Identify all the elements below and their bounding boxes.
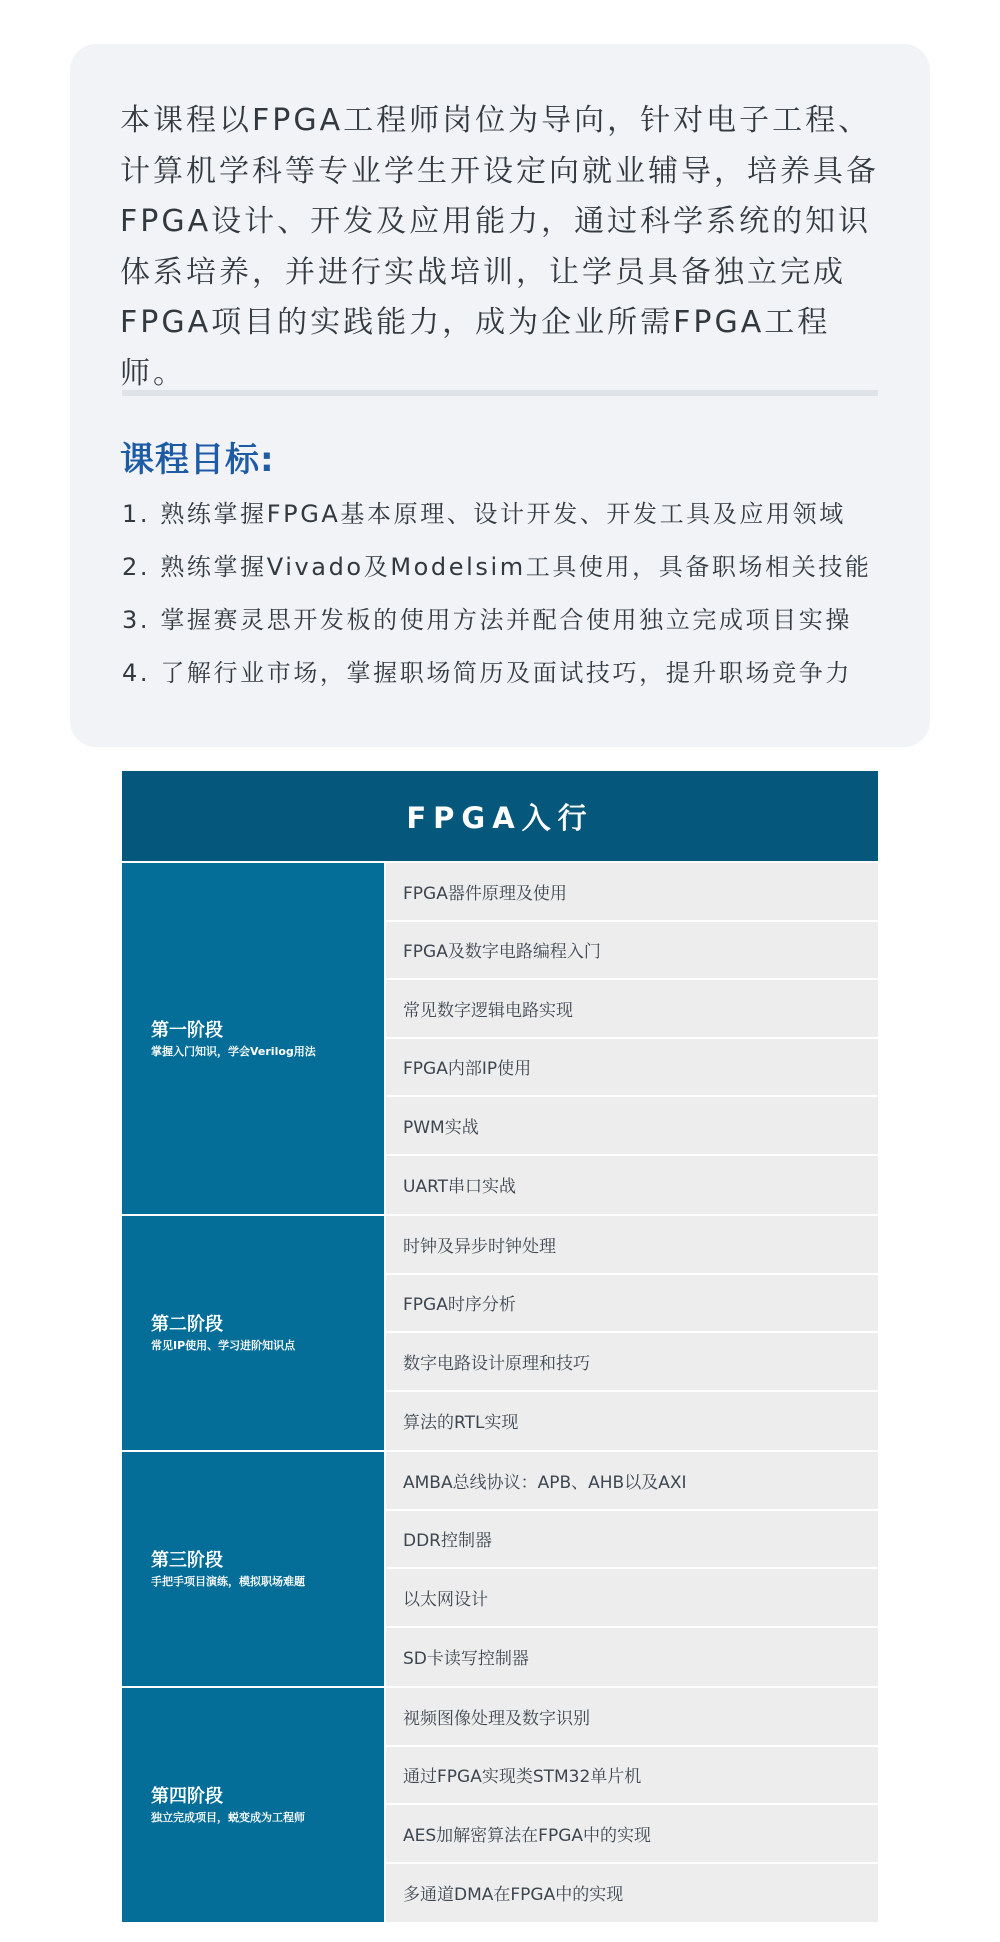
course-item: 常见数字逻辑电路实现	[386, 980, 878, 1039]
stage-1	[122, 863, 878, 1216]
stage-label	[122, 863, 386, 1214]
stage-description: 常见IP使用、学习进阶知识点	[151, 1339, 296, 1352]
course-item: 时钟及异步时钟处理	[386, 1216, 878, 1275]
stage-4	[122, 1688, 878, 1924]
stage-description: 独立完成项目，蜕变成为工程师	[151, 1811, 305, 1824]
goal-item: 1. 熟练掌握FPGA基本原理、设计开发、开发工具及应用领域	[122, 500, 846, 528]
course-item: SD卡读写控制器	[386, 1628, 878, 1687]
stage-label	[122, 1688, 386, 1922]
course-item: 算法的RTL实现	[386, 1392, 878, 1451]
stage-label	[122, 1452, 386, 1686]
course-item: FPGA时序分析	[386, 1275, 878, 1334]
table-title: FPGA入行	[406, 800, 594, 835]
stage-3	[122, 1452, 878, 1688]
course-item: FPGA内部IP使用	[386, 1039, 878, 1098]
course-item: UART串口实战	[386, 1156, 878, 1215]
course-item: AMBA总线协议：APB、AHB以及AXI	[386, 1452, 878, 1511]
course-item: 多通道DMA在FPGA中的实现	[386, 1864, 878, 1923]
stage-items	[386, 1452, 878, 1686]
stage-name: 第二阶段	[151, 1314, 223, 1335]
stage-name: 第一阶段	[151, 1019, 223, 1041]
course-item: DDR控制器	[386, 1511, 878, 1570]
stage-items	[386, 1688, 878, 1922]
course-item: 以太网设计	[386, 1569, 878, 1628]
stage-description: 掌握入门知识，学会Verilog用法	[151, 1044, 316, 1058]
goals-list	[122, 492, 902, 704]
stage-2	[122, 1216, 878, 1452]
stage-items	[386, 863, 878, 1214]
course-item: 数字电路设计原理和技巧	[386, 1333, 878, 1392]
goal-item: 3. 掌握赛灵思开发板的使用方法并配合使用独立完成项目实操	[122, 606, 852, 634]
stage-items	[386, 1216, 878, 1450]
section-divider	[122, 390, 878, 396]
table-header	[122, 771, 878, 863]
goal-item: 4. 了解行业市场，掌握职场简历及面试技巧，提升职场竞争力	[122, 659, 852, 687]
goals-title: 课程目标:	[120, 440, 275, 480]
course-item: FPGA器件原理及使用	[386, 863, 878, 922]
stage-name: 第四阶段	[151, 1786, 223, 1807]
course-item: 视频图像处理及数字识别	[386, 1688, 878, 1747]
stage-name: 第三阶段	[151, 1550, 223, 1571]
course-item: 通过FPGA实现类STM32单片机	[386, 1747, 878, 1806]
stage-label	[122, 1216, 386, 1450]
stage-description: 手把手项目演练，模拟职场难题	[151, 1575, 305, 1588]
goal-item: 2. 熟练掌握Vivado及Modelsim工具使用，具备职场相关技能	[122, 553, 872, 581]
course-item: PWM实战	[386, 1097, 878, 1156]
curriculum-table	[122, 771, 878, 1924]
course-intro-text: 本课程以FPGA工程师岗位为导向，针对电子工程、 计算机学科等专业学生开设定向就业辅导，培养具备 FPGA设计、开发及应用能力，通过科学系统的知识 体系培养，并进行实战培训，让学员具备独立完成 FPGA项目的实践能力，成为企业所需FPGA工程师。	[120, 103, 879, 391]
course-item: FPGA及数字电路编程入门	[386, 922, 878, 981]
course-item: AES加解密算法在FPGA中的实现	[386, 1805, 878, 1864]
